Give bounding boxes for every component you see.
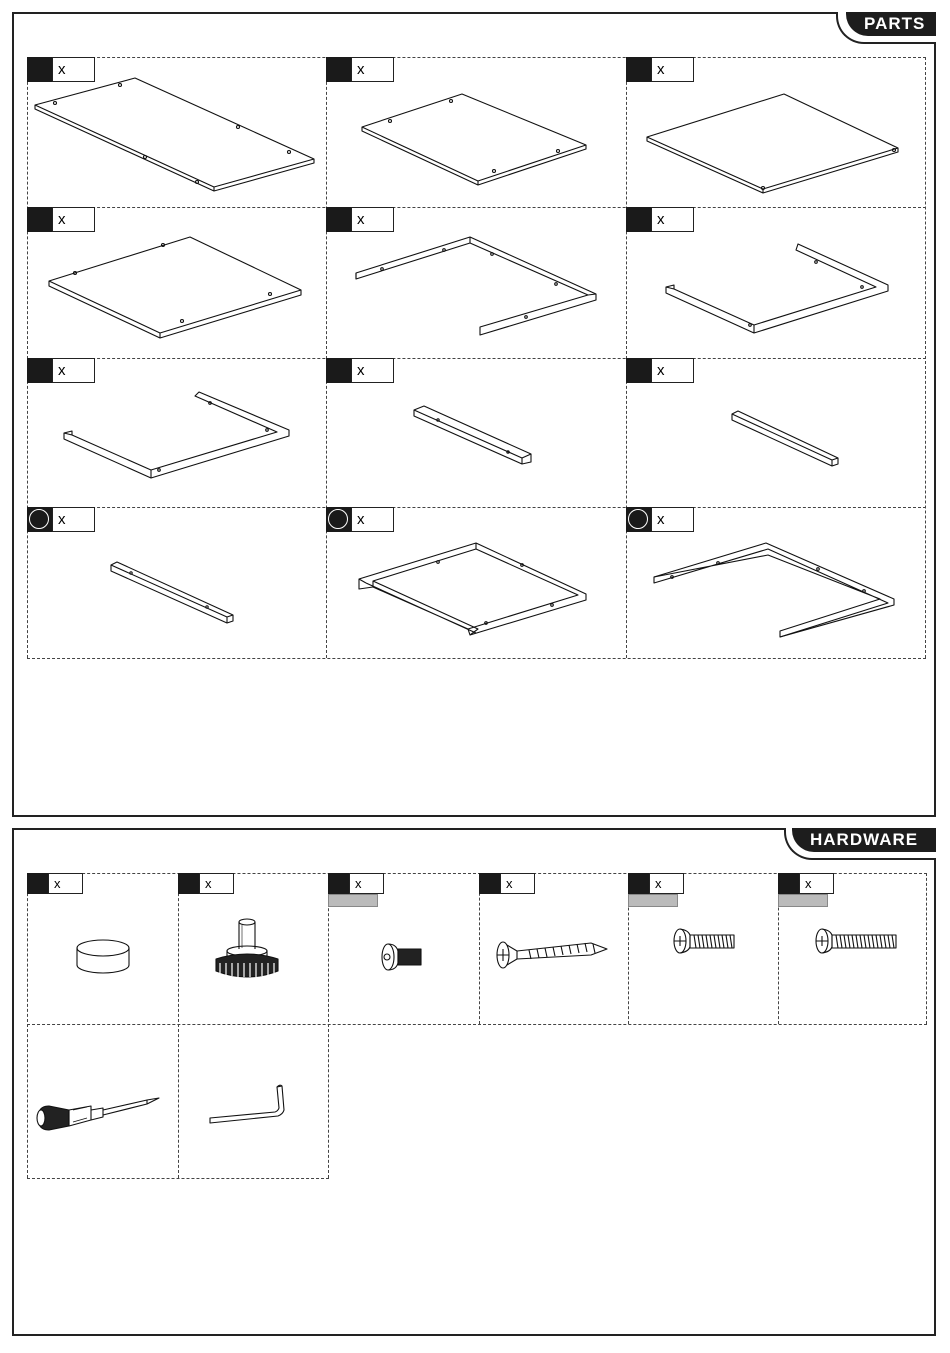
part-qty: x [651, 507, 694, 532]
hardware-cell [328, 873, 479, 1024]
frame-u-right-drawing [326, 207, 626, 358]
part-qty: x [651, 207, 694, 232]
hardware-cell [778, 873, 926, 1024]
hardware-cell [178, 873, 328, 1024]
part-cell [626, 207, 925, 358]
part-qty: x [651, 358, 694, 383]
bar-short-drawing [326, 358, 626, 507]
leveling-foot-icon [178, 873, 328, 1024]
hardware-qty: x [500, 873, 535, 894]
part-cell [27, 507, 326, 658]
frame-u-left-drawing [626, 207, 925, 358]
part-qty: x [52, 507, 95, 532]
part-cell [27, 358, 326, 507]
part-qty: x [351, 207, 394, 232]
part-qty: x [351, 507, 394, 532]
frame-u-open-2-drawing [626, 507, 925, 658]
allen-key-icon [178, 1024, 328, 1178]
felt-pad-icon [27, 873, 178, 1024]
part-cell [326, 207, 626, 358]
part-qty: x [52, 57, 95, 82]
hardware-cell [628, 873, 778, 1024]
part-cell [326, 358, 626, 507]
tool-cell [27, 1024, 178, 1178]
part-cell [626, 358, 925, 507]
panel-wide-drawing [27, 207, 326, 358]
bar-plain-drawing [626, 358, 925, 507]
part-cell [626, 507, 925, 658]
hardware-section [12, 828, 936, 1336]
screwdriver-icon [27, 1024, 178, 1178]
parts-section [12, 12, 936, 817]
panel-square-drawing [626, 57, 925, 207]
hardware-tab [784, 828, 936, 860]
part-qty: x [351, 57, 394, 82]
parts-tab [836, 12, 936, 44]
hardware-qty: x [48, 873, 83, 894]
part-qty: x [52, 207, 95, 232]
part-qty: x [651, 57, 694, 82]
bar-holes-drawing [27, 507, 326, 658]
part-cell [626, 57, 925, 207]
part-cell [27, 207, 326, 358]
hardware-qty: x [649, 873, 684, 894]
hardware-cell [27, 873, 178, 1024]
hardware-qty: x [799, 873, 834, 894]
tool-cell [178, 1024, 328, 1178]
hardware-title: HARDWARE [792, 828, 936, 852]
parts-title: PARTS [846, 12, 936, 36]
hardware-cell [479, 873, 628, 1024]
panel-medium-drawing [326, 57, 626, 207]
panel-long-drawing [27, 57, 326, 207]
short-bolt-icon [328, 873, 479, 1024]
part-cell [27, 57, 326, 207]
hardware-qty: x [349, 873, 384, 894]
part-qty: x [52, 358, 95, 383]
parts-grid [27, 57, 926, 659]
medium-bolt-icon [628, 873, 778, 1024]
wood-screw-icon [479, 873, 628, 1024]
part-qty: x [351, 358, 394, 383]
frame-u-open-drawing [27, 358, 326, 507]
part-cell [326, 507, 626, 658]
hardware-grid [27, 873, 927, 1179]
long-bolt-icon [778, 873, 926, 1024]
hardware-qty: x [199, 873, 234, 894]
frame-rect-drawing [326, 507, 626, 658]
part-cell [326, 57, 626, 207]
